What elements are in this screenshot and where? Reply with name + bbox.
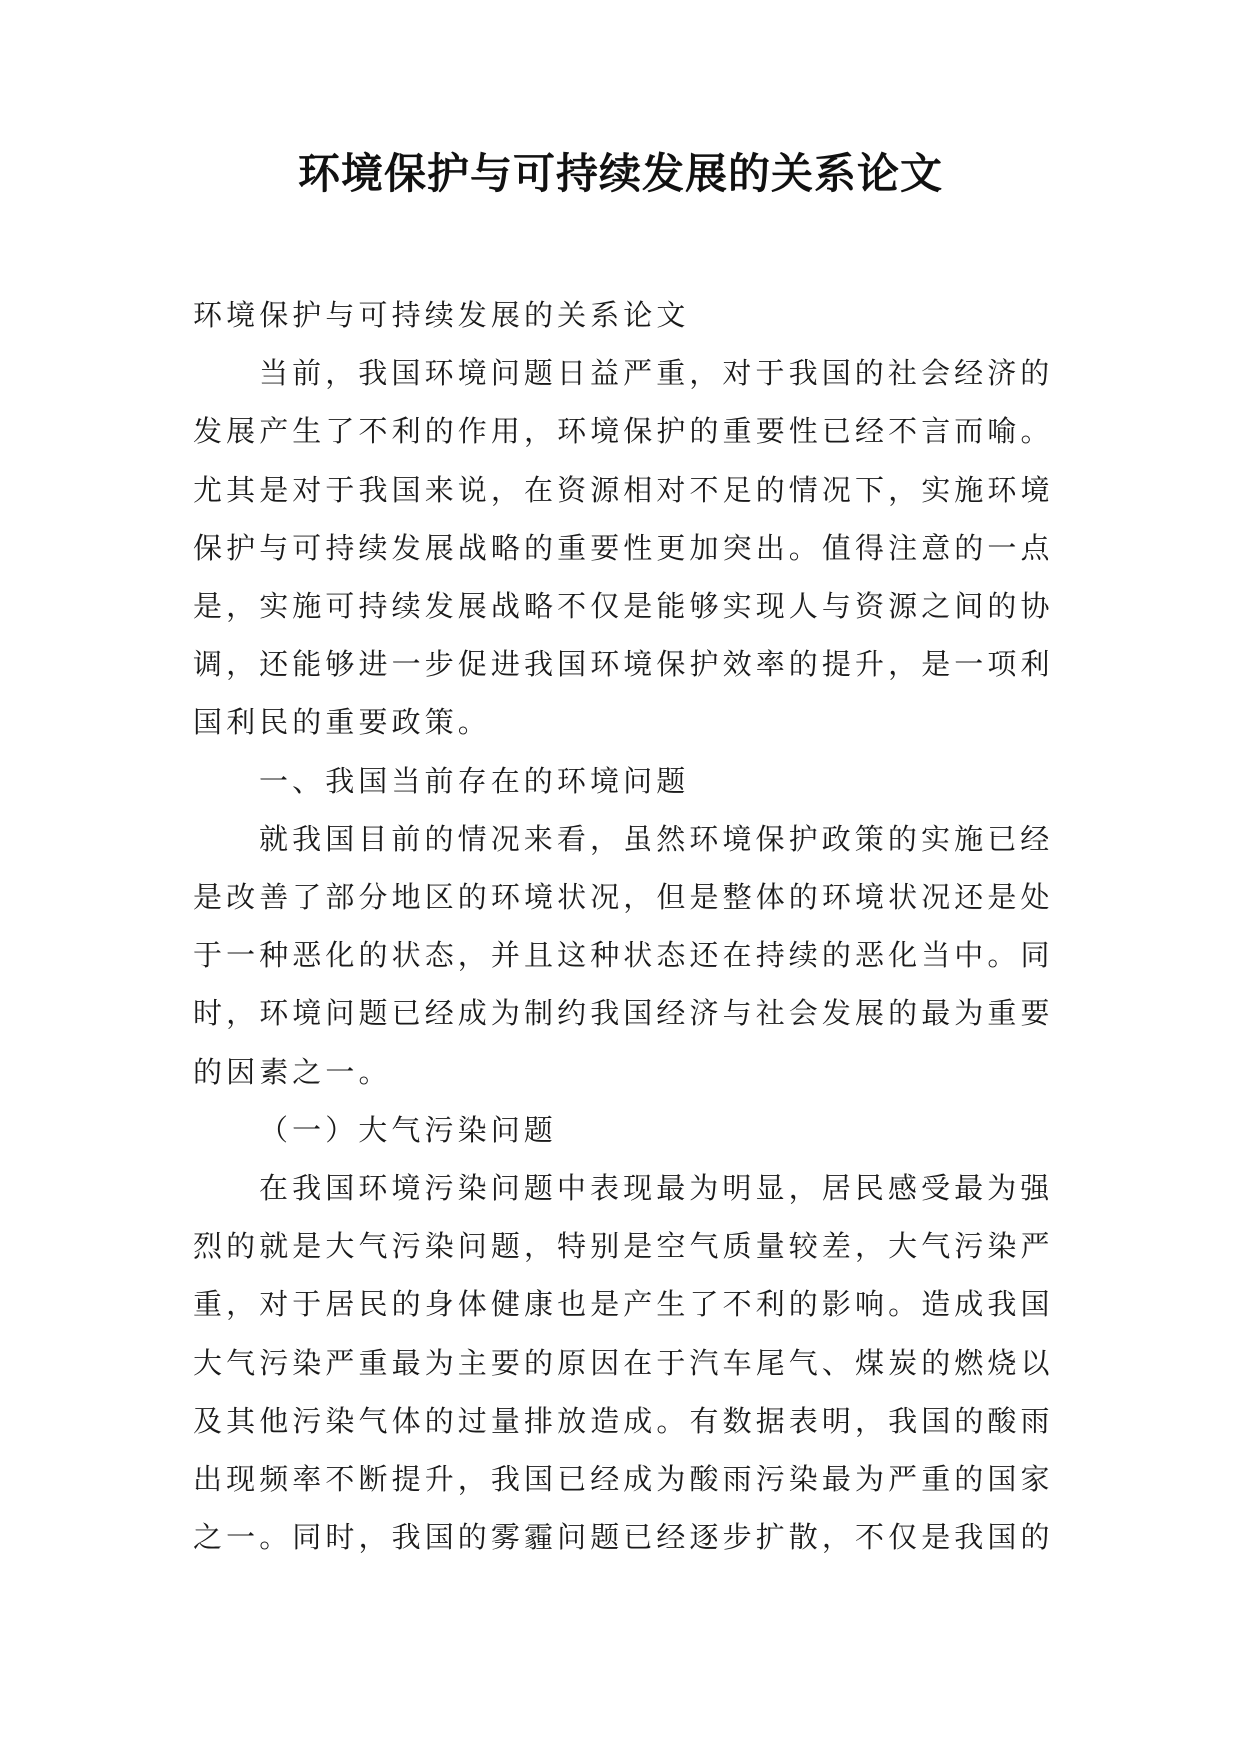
- paragraph-section-1: 就我国目前的情况来看，虽然环境保护政策的实施已经是改善了部分地区的环境状况，但是整体的环境状况还是处于一种恶化的状态，并且这种状态还在持续的恶化当中。同时，环境问题已经成为制约我国经济与社会发展的最为重要的因素之一。: [193, 821, 1054, 1089]
- subsection-heading-1: （一）大气污染问题: [259, 1112, 557, 1147]
- paragraph-intro: 当前，我国环境问题日益严重，对于我国的社会经济的发展产生了不利的作用，环境保护的重要性已经不言而喻。尤其是对于我国来说，在资源相对不足的情况下，实施环境保护与可持续发展战略的重要性更加突出。值得注意的一点是，实施可持续发展战略不仅是能够实现人与资源之间的协调，还能够进一步促进我国环境保护效率的提升，是一项利国利民的重要政策。: [193, 356, 1054, 740]
- section-heading-1: 一、我国当前存在的环境问题: [259, 763, 690, 798]
- paragraph-subtitle: 环境保护与可持续发展的关系论文: [193, 298, 690, 332]
- document-title: 环境保护与可持续发展的关系论文: [297, 149, 943, 198]
- document-body: [193, 286, 1061, 1566]
- paragraph-air-pollution: 在我国环境污染问题中表现最为明显，居民感受最为强烈的就是大气污染问题，特别是空气质量较差，大气污染严重，对于居民的身体健康也是产生了不利的影响。造成我国大气污染严重最为主要的原因在于汽车尾气、煤炭的燃烧以及其他污染气体的过量排放造成。有数据表明，我国的酸雨出现频率不断提升，我国已经成为酸雨污染最为严重的国家之一。同时，我国的雾霾问题已经逐步扩散，不仅是我国的: [193, 1171, 1054, 1555]
